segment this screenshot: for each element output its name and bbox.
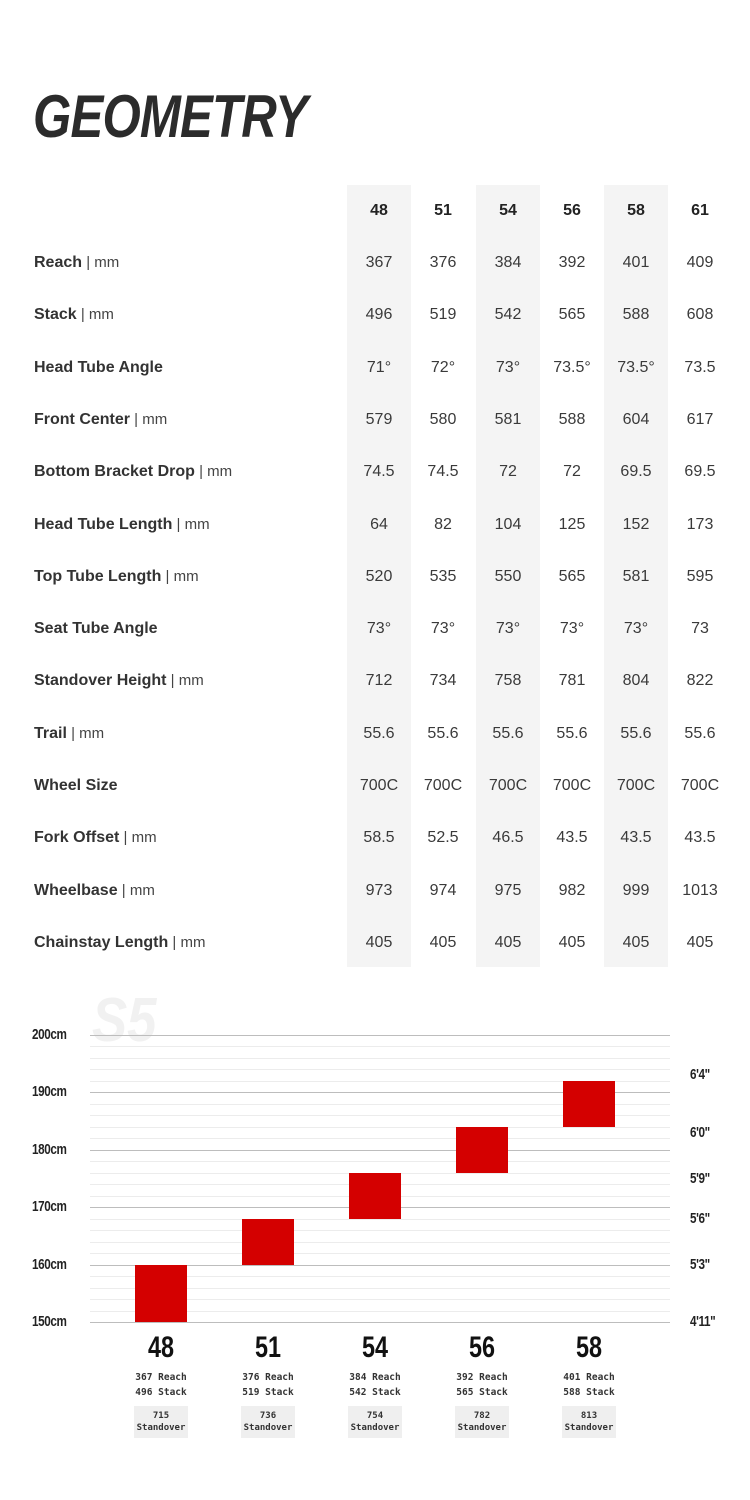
table-row: [0, 499, 750, 551]
row-label: [34, 446, 232, 498]
standover-label: Standover: [564, 1423, 614, 1433]
table-cell: 588: [622, 306, 650, 324]
row-label-name: Head Tube Length: [34, 515, 173, 533]
table-cell: 367: [365, 254, 393, 271]
standover-value: 813: [580, 1411, 598, 1421]
size-reach: 401 Reach: [563, 1372, 615, 1383]
row-label-name: Wheelbase: [34, 881, 118, 899]
standover-value: 736: [259, 1411, 277, 1421]
size-stack: 542 Stack: [349, 1387, 401, 1398]
row-label-name: Bottom Bracket Drop: [34, 463, 195, 481]
table-cell: 1013: [682, 881, 718, 899]
table-cell: 74.5: [427, 463, 459, 481]
table-cell: 43.5: [620, 829, 652, 847]
row-label-name: Wheel Size: [34, 777, 118, 794]
table-cell: 588: [558, 410, 586, 428]
y-tick-label: 200cm: [32, 1026, 67, 1043]
table-cell: 104: [494, 515, 522, 533]
y-tick-label: 150cm: [32, 1313, 67, 1330]
table-cell: 55.6: [492, 724, 524, 742]
size-chart: [0, 985, 750, 1455]
row-label: [34, 237, 119, 289]
table-cell: 595: [686, 567, 714, 585]
table-cell: 73.5°: [553, 358, 591, 376]
row-label-name: Front Center: [34, 410, 130, 428]
row-label: [34, 708, 104, 760]
table-cell: 43.5: [556, 829, 588, 847]
size-header-56: 56: [563, 202, 581, 219]
standover-value: 754: [366, 1411, 384, 1421]
table-cell: 700C: [616, 777, 656, 794]
size-label: 58: [575, 1331, 603, 1364]
table-row: [0, 812, 750, 864]
table-cell: 409: [686, 254, 714, 271]
size-label: 56: [468, 1331, 496, 1364]
size-label: 51: [254, 1331, 282, 1364]
row-label: [34, 603, 158, 655]
row-label-name: Top Tube Length: [34, 567, 162, 585]
table-cell: 974: [429, 881, 457, 899]
table-cell: 74.5: [363, 463, 395, 481]
row-label-name: Seat Tube Angle: [34, 620, 158, 638]
table-cell: 565: [558, 306, 586, 324]
table-cell: 734: [429, 672, 457, 690]
size-reach: 376 Reach: [242, 1372, 294, 1383]
table-row: [0, 446, 750, 498]
table-cell: 617: [686, 410, 714, 428]
table-cell: 999: [622, 881, 650, 899]
row-label-unit: | mm: [168, 933, 206, 951]
grid-line-major: [90, 1322, 670, 1323]
row-label-unit: | mm: [82, 254, 120, 271]
row-label: [34, 655, 204, 707]
table-cell: 73.5°: [617, 358, 655, 376]
table-row: [0, 342, 750, 394]
y-tick-label: 170cm: [32, 1198, 67, 1216]
y-tick-label: 190cm: [32, 1083, 67, 1101]
table-cell: 405: [365, 933, 393, 951]
table-row: [0, 237, 750, 289]
table-cell: 73°: [559, 620, 585, 638]
table-cell: 72: [563, 463, 581, 481]
size-label: 48: [147, 1331, 175, 1364]
table-cell: 700C: [423, 777, 463, 794]
row-label: [34, 394, 167, 446]
size-range-bar-56: [456, 1127, 508, 1173]
row-label: [34, 917, 205, 969]
table-cell: 72°: [430, 358, 456, 376]
grid-line-minor: [90, 1230, 670, 1231]
row-label-unit: | mm: [76, 306, 114, 324]
row-label: [34, 499, 210, 551]
table-cell: 700C: [359, 777, 399, 794]
size-reach: 384 Reach: [349, 1372, 401, 1383]
right-tick-label: 5'3": [690, 1255, 710, 1273]
row-label-unit: | mm: [194, 463, 233, 481]
row-label: [34, 812, 157, 864]
table-cell: 581: [622, 567, 650, 585]
table-cell: 700C: [552, 777, 592, 794]
table-cell: 520: [365, 567, 393, 585]
standover-label: Standover: [350, 1423, 400, 1433]
row-label-name: Chainstay Length: [34, 933, 169, 951]
table-cell: 69.5: [684, 463, 716, 481]
table-cell: 55.6: [620, 724, 652, 742]
size-header-54: 54: [499, 202, 517, 219]
table-cell: 604: [622, 410, 650, 428]
grid-line-minor: [90, 1127, 670, 1128]
right-tick-label: 6'0": [690, 1123, 710, 1141]
grid-line-major: [90, 1150, 670, 1151]
table-header-row: [0, 185, 750, 237]
size-range-bar-58: [563, 1081, 615, 1127]
table-cell: 173: [686, 515, 714, 533]
table-cell: 73°: [495, 358, 521, 376]
size-stack: 588 Stack: [563, 1387, 615, 1398]
y-tick-label: 160cm: [32, 1255, 67, 1273]
table-cell: 384: [494, 254, 522, 271]
table-row: [0, 917, 750, 969]
standover-badge: [562, 1406, 616, 1438]
table-row: [0, 551, 750, 603]
table-cell: 73°: [623, 620, 649, 638]
table-cell: 69.5: [620, 463, 652, 481]
grid-line-minor: [90, 1242, 670, 1243]
grid-line-minor: [90, 1058, 670, 1059]
size-reach: 392 Reach: [456, 1372, 508, 1383]
table-cell: 580: [429, 410, 457, 428]
size-reach: 367 Reach: [135, 1372, 187, 1383]
standover-label: Standover: [457, 1423, 507, 1433]
table-cell: 535: [429, 567, 457, 585]
row-label-name: Stack: [34, 306, 77, 324]
row-label-unit: | mm: [130, 410, 168, 428]
row-label-unit: | mm: [66, 724, 105, 742]
row-label: [34, 760, 118, 812]
table-row: [0, 603, 750, 655]
row-label-name: Standover Height: [34, 672, 167, 690]
table-cell: 550: [494, 567, 522, 585]
grid-line-minor: [90, 1046, 670, 1047]
table-cell: 405: [494, 933, 522, 951]
table-cell: 392: [558, 254, 586, 271]
standover-value: 715: [152, 1411, 170, 1421]
table-cell: 822: [686, 672, 714, 690]
table-cell: 55.6: [556, 724, 588, 742]
standover-value: 782: [473, 1411, 491, 1421]
size-stack: 496 Stack: [135, 1387, 187, 1398]
table-cell: 43.5: [684, 829, 716, 847]
size-stack: 519 Stack: [242, 1387, 294, 1398]
standover-badge: [348, 1406, 402, 1438]
row-label-name: Fork Offset: [34, 829, 120, 847]
standover-badge: [455, 1406, 509, 1438]
row-label-unit: | mm: [161, 567, 199, 585]
size-header-48: 48: [370, 202, 388, 219]
table-cell: 52.5: [427, 829, 459, 847]
table-cell: 73°: [430, 620, 456, 638]
size-range-bar-48: [135, 1265, 187, 1322]
table-cell: 542: [494, 306, 522, 324]
table-cell: 405: [558, 933, 586, 951]
row-label-unit: | mm: [172, 515, 210, 533]
geometry-table: [0, 185, 750, 967]
grid-line-minor: [90, 1138, 670, 1139]
standover-badge: [134, 1406, 188, 1438]
table-cell: 700C: [680, 777, 720, 794]
row-label-unit: | mm: [119, 829, 157, 847]
row-label-name: Reach: [34, 254, 83, 271]
table-cell: 405: [429, 933, 457, 951]
standover-badge: [241, 1406, 295, 1438]
table-cell: 73.5: [684, 358, 716, 376]
table-cell: 152: [622, 515, 650, 533]
table-cell: 55.6: [363, 724, 395, 742]
row-label: [34, 289, 114, 341]
right-tick-label: 6'4": [690, 1066, 710, 1084]
row-label: [34, 865, 155, 917]
table-cell: 608: [686, 306, 714, 324]
table-cell: 376: [429, 254, 457, 271]
table-cell: 405: [686, 933, 714, 951]
table-row: [0, 708, 750, 760]
table-cell: 581: [494, 410, 522, 428]
table-cell: 973: [365, 881, 393, 899]
right-tick-label: 5'9": [690, 1169, 710, 1187]
page-title: GEOMETRY: [33, 83, 308, 150]
table-cell: 975: [494, 881, 522, 899]
right-tick-label: 4'11": [690, 1313, 716, 1330]
table-cell: 565: [558, 567, 586, 585]
size-range-bar-51: [242, 1219, 294, 1265]
table-cell: 804: [622, 672, 650, 690]
table-cell: 73°: [495, 620, 521, 638]
table-cell: 496: [365, 306, 393, 324]
size-range-bar-54: [349, 1173, 401, 1219]
row-label-unit: | mm: [117, 881, 155, 899]
table-cell: 712: [365, 672, 393, 690]
table-row: [0, 865, 750, 917]
table-cell: 73°: [366, 620, 392, 638]
table-cell: 781: [558, 672, 586, 690]
grid-line-major: [90, 1035, 670, 1036]
table-cell: 46.5: [492, 829, 524, 847]
table-cell: 72: [499, 463, 517, 481]
table-row: [0, 394, 750, 446]
chart-watermark: S5: [92, 986, 157, 1055]
table-cell: 71°: [366, 358, 392, 376]
table-cell: 55.6: [684, 724, 716, 742]
table-cell: 82: [434, 515, 452, 533]
standover-label: Standover: [136, 1423, 186, 1433]
table-row: [0, 289, 750, 341]
size-header-58: 58: [627, 202, 645, 219]
table-cell: 58.5: [363, 829, 395, 847]
table-cell: 125: [558, 515, 586, 533]
size-label: 54: [361, 1331, 389, 1364]
table-row: [0, 760, 750, 812]
size-header-51: 51: [434, 202, 452, 219]
grid-line-minor: [90, 1219, 670, 1220]
row-label-name: Trail: [34, 724, 67, 742]
grid-line-minor: [90, 1161, 670, 1162]
row-label-name: Head Tube Angle: [34, 358, 163, 376]
table-cell: 579: [365, 410, 393, 428]
row-label-unit: | mm: [166, 672, 204, 690]
table-cell: 64: [370, 515, 388, 533]
row-label: [34, 551, 199, 603]
size-stack: 565 Stack: [456, 1387, 508, 1398]
table-cell: 401: [622, 254, 650, 271]
table-cell: 55.6: [427, 724, 459, 742]
table-cell: 519: [429, 306, 457, 324]
table-cell: 700C: [488, 777, 528, 794]
grid-line-minor: [90, 1253, 670, 1254]
standover-label: Standover: [243, 1423, 293, 1433]
table-cell: 982: [558, 881, 586, 899]
grid-line-minor: [90, 1069, 670, 1070]
table-cell: 758: [494, 672, 522, 690]
y-tick-label: 180cm: [32, 1140, 67, 1158]
right-tick-label: 5'6": [690, 1209, 710, 1227]
table-row: [0, 655, 750, 707]
size-header-61: 61: [691, 202, 709, 219]
table-cell: 405: [622, 933, 650, 951]
table-cell: 73: [691, 620, 709, 638]
row-label: [34, 342, 163, 394]
